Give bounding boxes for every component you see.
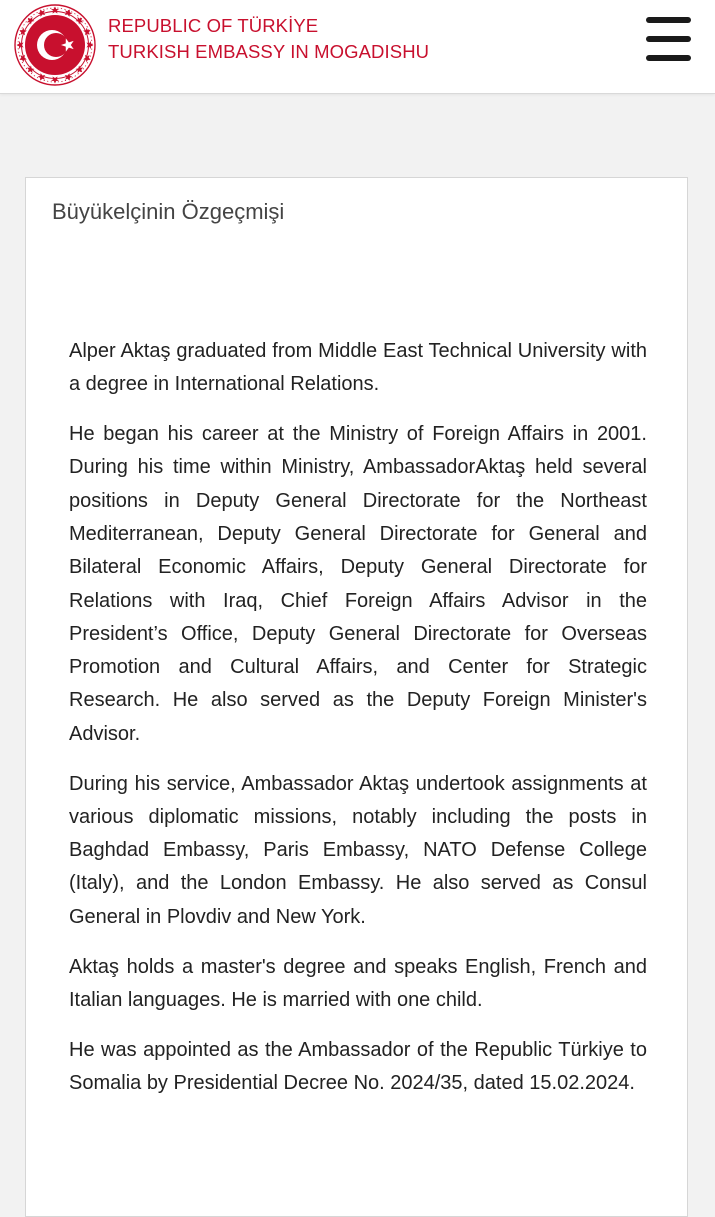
bio-paragraph: He was appointed as the Ambassador of the Republic Türkiye to Somalia by Presidential Decree No. 2024/35, dated 15.02.2024. (69, 1038, 647, 1094)
bio-paragraph: He began his career at the Ministry of Foreign Affairs in 2001. During his time within Ministry, AmbassadorAktaş held several positions in Deputy General Directorate for the Northeast Mediterranean, Deputy General Directorate for General and Bilateral Economic Affairs, Deputy General Directorate for Relations with Iraq, Chief Foreign Affairs Advisor in the President’s Office, Deputy General Directorate for Overseas Promotion and Cultural Affairs, and Center for Strategic Research. He also served as the Deputy Foreign Minister's Advisor. (69, 423, 647, 745)
bio-paragraph: Aktaş holds a master's degree and speaks English, French and Italian languages. He is married with one child. (69, 955, 647, 1011)
site-title[interactable] (108, 13, 429, 65)
site-header (0, 0, 715, 94)
hamburger-menu-icon[interactable] (646, 17, 692, 61)
page-title: Büyükelçinin Özgeçmişi (52, 199, 285, 224)
site-title-line-1: REPUBLIC OF TÜRKİYE (108, 15, 319, 36)
biography-card (25, 177, 688, 1217)
bio-paragraph: Alper Aktaş graduated from Middle East Technical University with a degree in International Relations. (69, 340, 647, 396)
site-title-line-2: TURKISH EMBASSY IN MOGADISHU (108, 41, 430, 62)
biography-text (69, 335, 647, 1117)
menu-bar-middle (646, 36, 691, 42)
bio-paragraph: During his service, Ambassador Aktaş undertook assignments at various diplomatic missions, notably including the posts in Baghdad Embassy, Paris Embassy, NATO Defense College (Italy), and the London Embassy. He also served as Consul General in Plovdiv and New York. (69, 772, 647, 928)
turkish-state-emblem-icon[interactable] (10, 0, 100, 90)
menu-bar-bottom (646, 55, 691, 61)
menu-bar-top (646, 17, 691, 23)
